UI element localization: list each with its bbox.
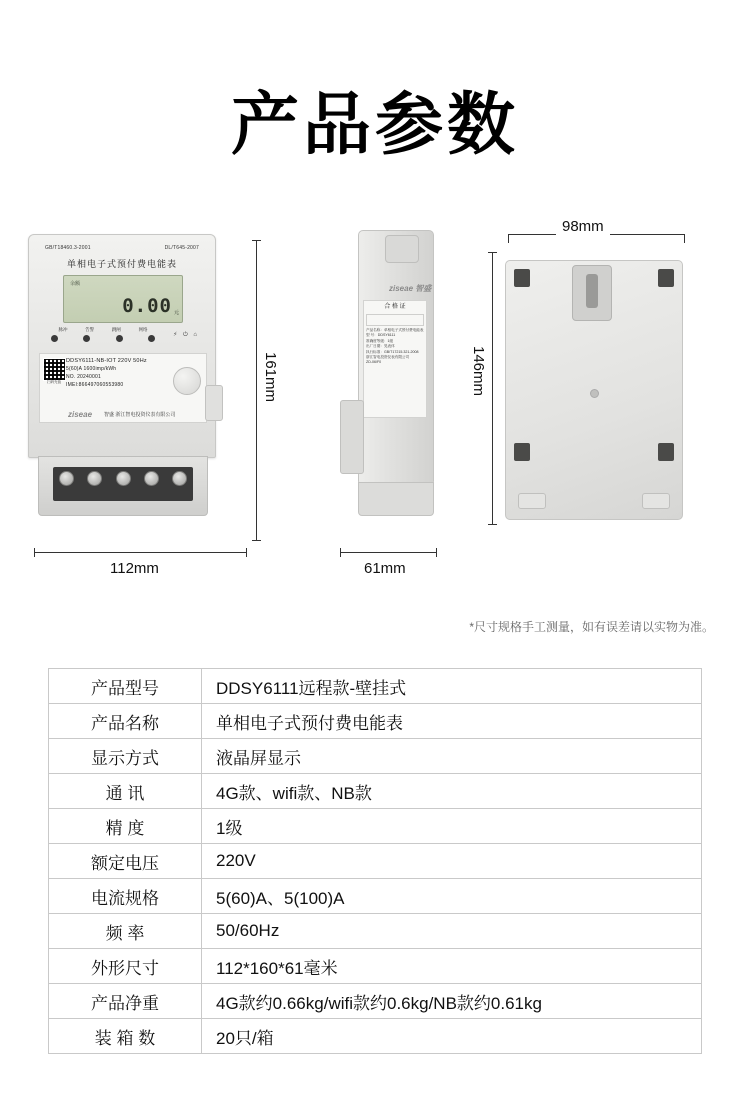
spec-key: 外形尺寸: [49, 949, 202, 984]
spec-table: [48, 668, 702, 1054]
back-corner-pad: [658, 269, 674, 287]
table-row: [49, 774, 702, 809]
meter-led-labels: [51, 327, 155, 333]
spec-value: 5(60)A、5(100)A: [202, 879, 702, 914]
measurement-note: *尺寸规格手工测量，如有误差请以实物为准。: [469, 620, 714, 634]
spec-value: 4G款约0.66kg/wifi款约0.6kg/NB款约0.61kg: [202, 984, 702, 1019]
meter-terminal-block: [38, 456, 208, 516]
led-indicator-alarm: [83, 335, 90, 342]
nameplate-model: DDSY6111-NB-IOT 220V 50Hz: [66, 358, 147, 364]
dim-tick: [246, 548, 247, 557]
brand-company: 智盛 浙江智电投资仪表有限公司: [104, 412, 176, 418]
terminal-screw: [172, 471, 187, 486]
back-foot: [642, 493, 670, 509]
spec-key: 产品名称: [49, 704, 202, 739]
led-indicator-network: [148, 335, 155, 342]
dim-label-back-height: 146mm: [470, 346, 487, 397]
dim-tick: [252, 540, 261, 541]
table-row: [49, 1019, 702, 1054]
dim-label-front-width: 112mm: [104, 560, 165, 577]
led-label-pulse: 脉冲: [58, 327, 68, 332]
meter-lcd-screen: [63, 275, 183, 323]
dim-tick: [488, 252, 497, 253]
spec-value: 220V: [202, 844, 702, 879]
spec-value: 50/60Hz: [202, 914, 702, 949]
spec-value: 液晶屏显示: [202, 739, 702, 774]
dim-label-back-width: 98mm: [556, 218, 610, 235]
back-corner-pad: [514, 443, 530, 461]
standard-right: DL/T645-2007: [164, 245, 199, 251]
nameplate-current: 5(60)A 1600imp/kWh: [66, 366, 117, 372]
dim-line-back-height: [492, 252, 493, 524]
spec-value: DDSY6111远程款-壁挂式: [202, 669, 702, 704]
spec-value: 20只/箱: [202, 1019, 702, 1054]
led-indicator-trip: [116, 335, 123, 342]
dim-tick: [340, 548, 341, 557]
lcd-unit: 元: [173, 310, 179, 316]
back-screw-hole: [590, 389, 599, 398]
dim-tick: [436, 548, 437, 557]
terminal-screw: [116, 471, 131, 486]
qr-caption: 扫码充值: [47, 380, 61, 384]
certificate-line4: 出厂日期：见表体: [366, 344, 395, 349]
spec-value: 单相电子式预付费电能表: [202, 704, 702, 739]
dim-label-side-width: 61mm: [358, 560, 412, 577]
back-corner-pad: [514, 269, 530, 287]
led-label-trip: 跳闸: [111, 327, 121, 332]
spec-key: 精 度: [49, 809, 202, 844]
meter-back-view: [505, 260, 689, 532]
meter-button-knob: [173, 367, 201, 395]
certificate-company: 浙江智电投资仪表有限公司: [366, 354, 410, 359]
spec-key: 电流规格: [49, 879, 202, 914]
side-brand-logo: ziseae 智盛: [389, 284, 432, 293]
certificate-line1: 产品名称：单相电子式预付费电能表: [366, 328, 424, 332]
meter-front-view: [28, 234, 228, 522]
meter-standards: [45, 245, 199, 251]
dim-line-side-width: [340, 552, 436, 553]
table-row: [49, 949, 702, 984]
terminal-screw: [59, 471, 74, 486]
back-corner-pad: [658, 443, 674, 461]
meter-side-cap: [385, 235, 419, 263]
spec-key: 显示方式: [49, 739, 202, 774]
certificate-line2: 型 号：DDSY6111: [366, 333, 396, 338]
spec-key: 频 率: [49, 914, 202, 949]
dim-tick: [488, 524, 497, 525]
table-row: [49, 739, 702, 774]
product-photo-area: [0, 212, 750, 602]
certificate-line3: 准确度等级：1级: [366, 338, 394, 343]
meter-symbol-icons: ⚡ ⏻ ⌂: [173, 332, 199, 338]
spec-value: 112*160*61毫米: [202, 949, 702, 984]
back-hanger-slot: [572, 265, 612, 321]
dim-tick: [508, 234, 509, 243]
led-indicator-pulse: [51, 335, 58, 342]
terminal-screw: [144, 471, 159, 486]
qr-code-icon: [43, 358, 66, 381]
terminal-screw: [87, 471, 102, 486]
standard-left: GB/T18460.3-2001: [45, 245, 91, 251]
meter-side-foot: [358, 482, 434, 516]
table-row: [49, 669, 702, 704]
dim-tick: [684, 234, 685, 243]
nameplate-extra: NO. 20240001: [66, 374, 101, 380]
dim-tick: [252, 240, 261, 241]
meter-side-hook: [340, 400, 364, 474]
meter-side-view: [336, 230, 452, 526]
meter-product-name: 单相电子式预付费电能表: [66, 259, 177, 269]
meter-back-body: [505, 260, 683, 520]
lcd-balance-label: 余额: [70, 281, 81, 287]
certificate-box: [366, 314, 424, 326]
lcd-value: 0.00: [122, 295, 172, 317]
table-row: [49, 984, 702, 1019]
brand-logo: ziseae: [68, 410, 93, 419]
dim-line-front-height: [256, 240, 257, 540]
table-row: [49, 809, 702, 844]
dim-label-front-height: 161mm: [262, 352, 279, 403]
certificate-line5: 执行标准：GB/T17215.321-2008: [366, 349, 419, 354]
spec-key: 产品型号: [49, 669, 202, 704]
spec-key: 产品净重: [49, 984, 202, 1019]
certificate-title: 合 格 证: [384, 304, 406, 310]
certificate-code: ZD-06/F0: [366, 360, 382, 365]
meter-led-indicators: [51, 335, 155, 342]
spec-key: 通 讯: [49, 774, 202, 809]
dim-line-front-width: [34, 552, 246, 553]
spec-value: 4G款、wifi款、NB款: [202, 774, 702, 809]
certificate-label: [363, 300, 427, 418]
spec-value: 1级: [202, 809, 702, 844]
terminal-screws: [59, 471, 187, 486]
table-row: [49, 879, 702, 914]
table-row: [49, 914, 702, 949]
meter-side-tab: [205, 385, 223, 421]
spec-key: 装 箱 数: [49, 1019, 202, 1054]
table-row: [49, 844, 702, 879]
spec-key: 额定电压: [49, 844, 202, 879]
back-foot: [518, 493, 546, 509]
page-title: 产品参数: [230, 86, 519, 165]
meter-front-body: [28, 234, 216, 458]
led-label-network: 网络: [138, 327, 148, 332]
dim-tick: [34, 548, 35, 557]
nameplate-imei: IMEI:866497060553980: [66, 382, 124, 388]
table-row: [49, 704, 702, 739]
led-label-alarm: 告警: [85, 327, 95, 332]
